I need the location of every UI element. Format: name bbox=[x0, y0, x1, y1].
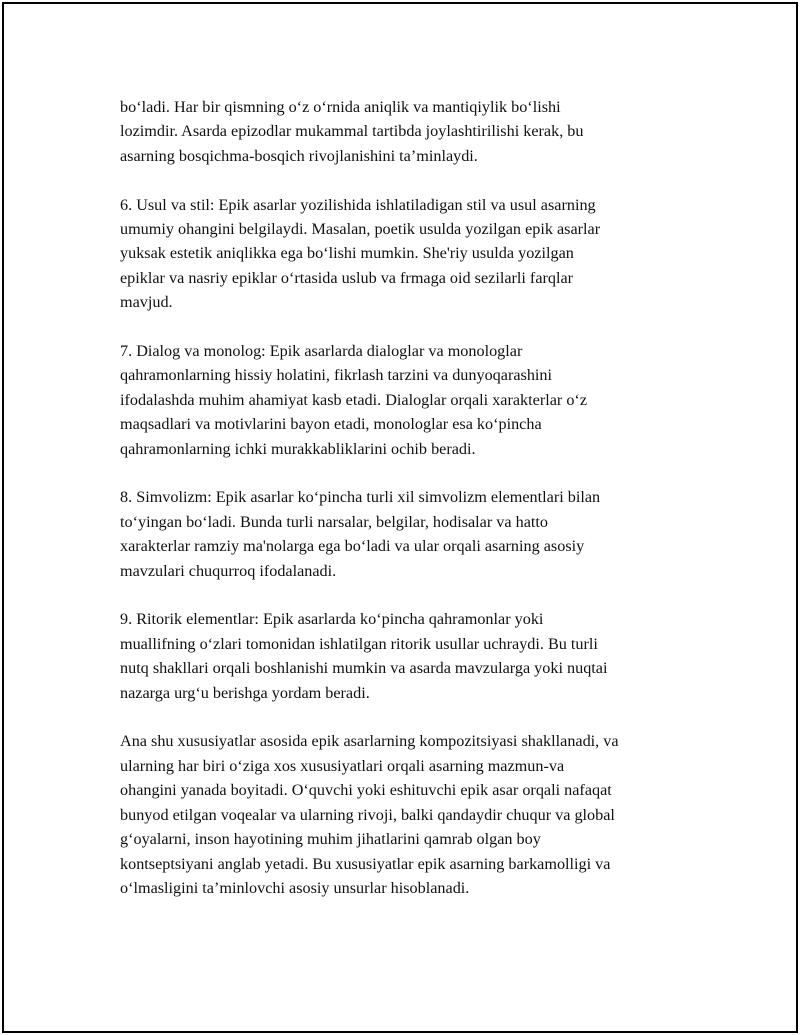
paragraph-ritorik-elementlar bbox=[120, 607, 700, 705]
text-line: mavzulari chuqurroq ifodalanadi. bbox=[120, 561, 337, 580]
text-line: kontseptsiyani anglab yetadi. Bu xususiyatlar epik asarning barkamolligi va bbox=[120, 854, 611, 873]
text-line: yuksak estetik aniqlikka ega bo‘lishi mumkin. She'riy usulda yozilgan bbox=[120, 244, 574, 263]
text-line: 6. Usul va stil: Epik asarlar yozilishida ishlatiladigan stil va usul asarning bbox=[120, 195, 596, 214]
text-line: ohangini yanada boyitadi. O‘quvchi yoki eshituvchi epik asar orqali nafaqat bbox=[120, 781, 612, 800]
text-line: qahramonlarning ichki murakkabliklarini ochib beradi. bbox=[120, 439, 476, 458]
text-line: lozimdir. Asarda epizodlar mukammal tartibda joylashtirilishi kerak, bu bbox=[120, 122, 584, 141]
text-line: qahramonlarning hissiy holatini, fikrlash tarzini va dunyoqarashini bbox=[120, 366, 553, 385]
text-line: nazarga urg‘u berishga yordam beradi. bbox=[120, 683, 370, 702]
paragraph-continuation bbox=[120, 95, 700, 168]
text-line: bo‘ladi. Har bir qismning o‘z o‘rnida aniqlik va mantiqiylik bo‘lishi bbox=[120, 98, 561, 116]
paragraph-usul-va-stil bbox=[120, 193, 700, 315]
text-line: epiklar va nasriy epiklar o‘rtasida uslub va frmaga oid sezilarli farqlar bbox=[120, 268, 574, 287]
text-line: Ana shu xususiyatlar asosida epik asarlarning kompozitsiyasi shakllanadi, va bbox=[120, 732, 619, 751]
text-line: muallifning o‘zlari tomonidan ishlatilgan ritorik usullar uchraydi. Bu turli bbox=[120, 634, 598, 653]
text-line: bunyod etilgan voqealar va ularning rivoji, balki qandaydir chuqur va global bbox=[120, 805, 615, 824]
text-line: to‘yingan bo‘ladi. Bunda turli narsalar, belgilar, hodisalar va hatto bbox=[120, 512, 548, 531]
text-line: g‘oyalarni, inson hayotining muhim jihatlarini qamrab olgan boy bbox=[120, 830, 541, 849]
text-line: maqsadlari va motivlarini bayon etadi, monologlar esa ko‘pincha bbox=[120, 415, 542, 434]
document-body bbox=[120, 95, 700, 925]
text-line: 7. Dialog va monolog: Epik asarlarda dialoglar va monologlar bbox=[120, 342, 523, 361]
text-line: o‘lmasligini ta’minlovchi asosiy unsurlar hisoblanadi. bbox=[120, 878, 470, 897]
paragraph-simvolizm bbox=[120, 485, 700, 583]
text-line: ifodalashda muhim ahamiyat kasb etadi. Dialoglar orqali xarakterlar o‘z bbox=[120, 390, 588, 409]
paragraph-dialog-va-monolog bbox=[120, 339, 700, 461]
paragraph-conclusion bbox=[120, 729, 700, 900]
text-line: ularning har biri o‘ziga xos xususiyatlari orqali asarning mazmun-va bbox=[120, 756, 565, 775]
text-line: umumiy ohangini belgilaydi. Masalan, poetik usulda yozilgan epik asarlar bbox=[120, 220, 601, 239]
page-frame bbox=[2, 2, 798, 1033]
text-line: nutq shakllari orqali boshlanishi mumkin va asarda mavzularga yoki nuqtai bbox=[120, 659, 608, 678]
text-line: asarning bosqichma-bosqich rivojlanishini ta’minlaydi. bbox=[120, 146, 478, 165]
text-line: xarakterlar ramziy ma'nolarga ega bo‘ladi va ular orqali asarning asosiy bbox=[120, 537, 585, 556]
text-line: 9. Ritorik elementlar: Epik asarlarda ko‘pincha qahramonlar yoki bbox=[120, 610, 544, 629]
text-line: mavjud. bbox=[120, 293, 173, 312]
text-line: 8. Simvolizm: Epik asarlar ko‘pincha turli xil simvolizm elementlari bilan bbox=[120, 488, 601, 507]
